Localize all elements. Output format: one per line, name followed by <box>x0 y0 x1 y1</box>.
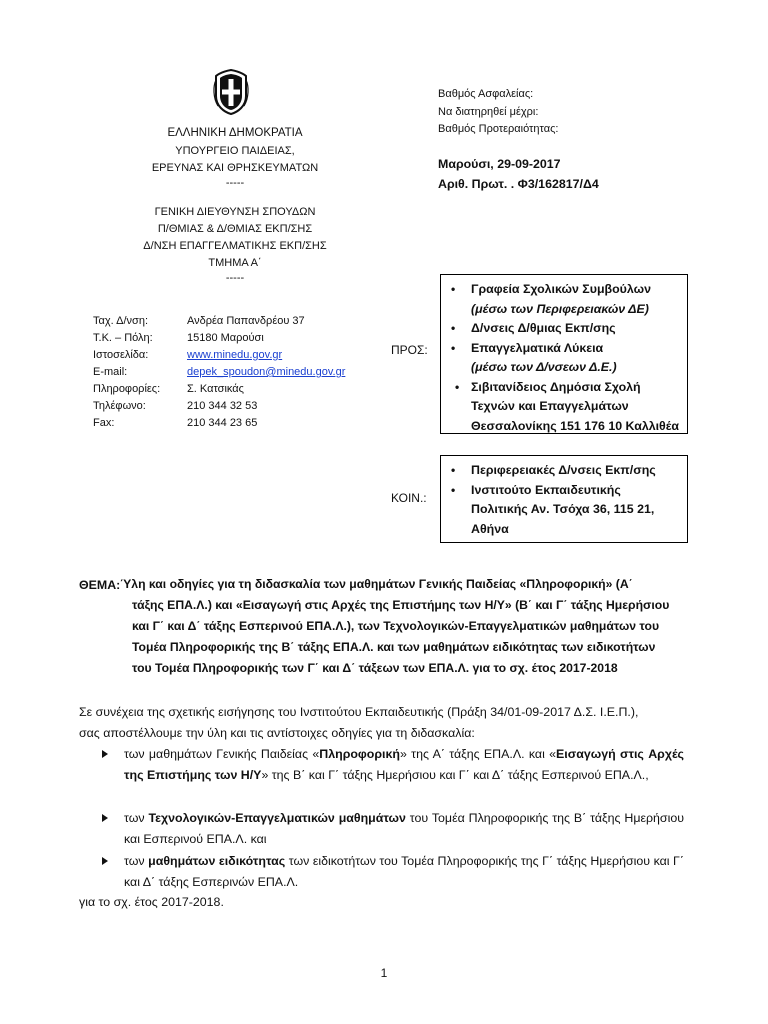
bullet-dot-icon: • <box>451 482 456 497</box>
info-value: Σ. Κατσικάς <box>187 383 244 395</box>
subject-line-3: και Γ΄ και Δ΄ τάξης Εσπερινού ΕΠΑ.Λ.), των Τεχνολογικών-Επαγγελματικών μαθημάτων του <box>132 619 660 633</box>
recipient-item: • Δ/νσεις Δ/θμιας Εκπ/σης <box>441 319 687 339</box>
address-value: Ανδρέα Παπανδρέου 37 <box>187 315 305 327</box>
body-intro <box>79 702 691 744</box>
website-label: Ιστοσελίδα: <box>93 349 149 361</box>
recipient-item: • Γραφεία Σχολικών Συμβούλων (μέσω των Περιφερειακών ΔΕ) <box>451 282 651 316</box>
subject-text <box>120 574 690 679</box>
subject-label: ΘΕΜΑ: <box>79 578 121 592</box>
address-label: Ταχ. Δ/νση: <box>93 315 149 327</box>
ministry-header <box>95 125 375 189</box>
fax-label: Fax: <box>93 417 115 429</box>
subject-line-2: τάξης ΕΠΑ.Λ.) και «Εισαγωγή στις Αρχές της Επιστήμης των Η/Υ» (Β΄ και Γ΄ τάξης Ημερήσιου <box>132 598 670 612</box>
cc-recipients-box <box>440 455 688 543</box>
separator-1: ----- <box>225 177 245 189</box>
arrow-bullet-icon <box>102 857 108 865</box>
intro-line-1: Σε συνέχεια της σχετικής εισήγησης του Ινστιτούτου Εκπαιδευτικής (Πράξη 34/01-09-2017 Δ.Σ. Ι.Ε.Π.), <box>79 705 639 719</box>
bullet-item-specialty-courses: των μαθημάτων ειδικότητας των ειδικοτήτων του Τομέα Πληροφορικής της Γ΄ τάξης Ημερήσιου και Γ΄ και Δ΄ τάξης Εσπερινών ΕΠΑ.Λ. <box>102 851 684 893</box>
protocol-number: Αριθ. Πρωτ. . Φ3/162817/Δ4 <box>438 177 599 191</box>
security-block <box>438 86 738 139</box>
bullet-dot-icon: • <box>455 379 460 394</box>
recipient-item: • Επαγγελματικά Λύκεια (μέσω των Δ/νσεων Δ.Ε.) <box>451 340 617 374</box>
info-label: Πληροφορίες: <box>93 383 161 395</box>
separator-2: ----- <box>225 272 245 284</box>
ministry-line-1: ΥΠΟΥΡΓΕΙΟ ΠΑΙΔΕΙΑΣ, <box>175 145 295 157</box>
subject-line-4: Τομέα Πληροφορικής της Β΄ τάξης ΕΠΑ.Λ. και των μαθημάτων ειδικότητας των ειδικοτήτων <box>132 640 656 654</box>
bullet-dot-icon: • <box>451 321 456 335</box>
greek-emblem-icon <box>212 68 250 116</box>
contact-email <box>93 366 393 384</box>
to-recipients-box <box>440 274 688 434</box>
closing-line: για το σχ. έτος 2017-2018. <box>79 895 224 909</box>
bullet-dot-icon: • <box>451 463 456 477</box>
cc-item: • Περιφερειακές Δ/νσεις Εκπ/σης <box>441 461 687 481</box>
document-info <box>438 154 738 194</box>
city-value: 15180 Μαρούσι <box>187 332 264 344</box>
directorate-line-3: Δ/ΝΣΗ ΕΠΑΓΓΕΛΜΑΤΙΚΗΣ ΕΚΠ/ΣΗΣ <box>143 240 327 252</box>
contact-website <box>93 349 393 367</box>
fax-value: 210 344 23 65 <box>187 417 258 429</box>
retention-until: Να διατηρηθεί μέχρι: <box>438 105 539 118</box>
ministry-line-2: ΕΡΕΥΝΑΣ ΚΑΙ ΘΡΗΣΚΕΥΜΑΤΩΝ <box>151 162 319 174</box>
contact-address <box>93 315 393 333</box>
priority-level: Βαθμός Προτεραιότητας: <box>438 123 559 135</box>
subject-line-1: Ύλη και οδηγίες για τη διδασκαλία των μαθημάτων Γενικής Παιδείας «Πληροφορική» (Α΄ <box>120 577 633 591</box>
page-number: 1 <box>380 966 388 980</box>
directorate-line-2: Π/ΘΜΙΑΣ & Δ/ΘΜΙΑΣ ΕΚΠ/ΣΗΣ <box>157 223 313 235</box>
arrow-bullet-icon <box>102 814 108 822</box>
bullet-item-technological-courses: των Τεχνολογικών-Επαγγελματικών μαθημάτων του Τομέα Πληροφορικής της Β΄ τάξης Ημερήσιου και Εσπερινού ΕΠΑ.Λ. και <box>102 808 684 850</box>
contact-phone <box>93 400 393 418</box>
email-link[interactable]: depek_spoudon@minedu.gov.gr <box>187 366 346 378</box>
directorate-header <box>95 204 375 284</box>
contact-info <box>93 383 393 401</box>
bullet-item-general-courses: των μαθημάτων Γενικής Παιδείας «Πληροφορική» της Α΄ τάξης ΕΠΑ.Λ. και «Εισαγωγή στις Αρχές της Επιστήμης των Η/Υ» της Β΄ και Γ΄ τάξης Ημερήσιου και Γ΄ και Δ΄ τάξης Εσπερινού ΕΠΑ.Λ., <box>102 744 684 786</box>
subject-line-5: του Τομέα Πληροφορικής των Γ΄ και Δ΄ τάξεων των ΕΠΑ.Λ. για το σχ. έτος 2017-2018 <box>132 661 618 675</box>
to-label: ΠΡΟΣ: <box>391 343 428 357</box>
bullet-dot-icon: • <box>451 340 456 355</box>
website-link[interactable]: www.minedu.gov.gr <box>187 349 283 361</box>
phone-label: Τηλέφωνο: <box>93 400 146 412</box>
contact-fax <box>93 417 393 435</box>
directorate-line-1: ΓΕΝΙΚΗ ΔΙΕΥΘΥΝΣΗ ΣΠΟΥΔΩΝ <box>154 206 316 218</box>
directorate-line-4: ΤΜΗΜΑ Α΄ <box>208 257 262 269</box>
email-label: E-mail: <box>93 366 128 378</box>
contact-city <box>93 332 393 350</box>
cc-label: ΚΟΙΝ.: <box>391 491 427 505</box>
cc-item: • Ινστιτούτο Εκπαιδευτικής Πολιτικής Αν. Τσόχα 36, 115 21, Αθήνα <box>451 482 655 536</box>
phone-value: 210 344 32 53 <box>187 400 258 412</box>
arrow-bullet-icon <box>102 750 108 758</box>
bullet-dot-icon: • <box>451 282 456 296</box>
security-level: Βαθμός Ασφαλείας: <box>438 88 534 100</box>
city-label: Τ.Κ. – Πόλη: <box>93 332 153 344</box>
intro-line-2: σας αποστέλλουμε την ύλη και τις αντίστοιχες οδηγίες για τη διδασκαλία: <box>79 726 475 740</box>
republic-title: ΕΛΛΗΝΙΚΗ ΔΗΜΟΚΡΑΤΙΑ <box>167 127 303 139</box>
recipient-item: • Σιβιτανίδειος Δημόσια Σχολή Τεχνών και Επαγγελμάτων Θεσσαλονίκης 151 176 10 Καλλιθέα <box>455 379 679 433</box>
place-date: Μαρούσι, 29-09-2017 <box>438 157 561 171</box>
